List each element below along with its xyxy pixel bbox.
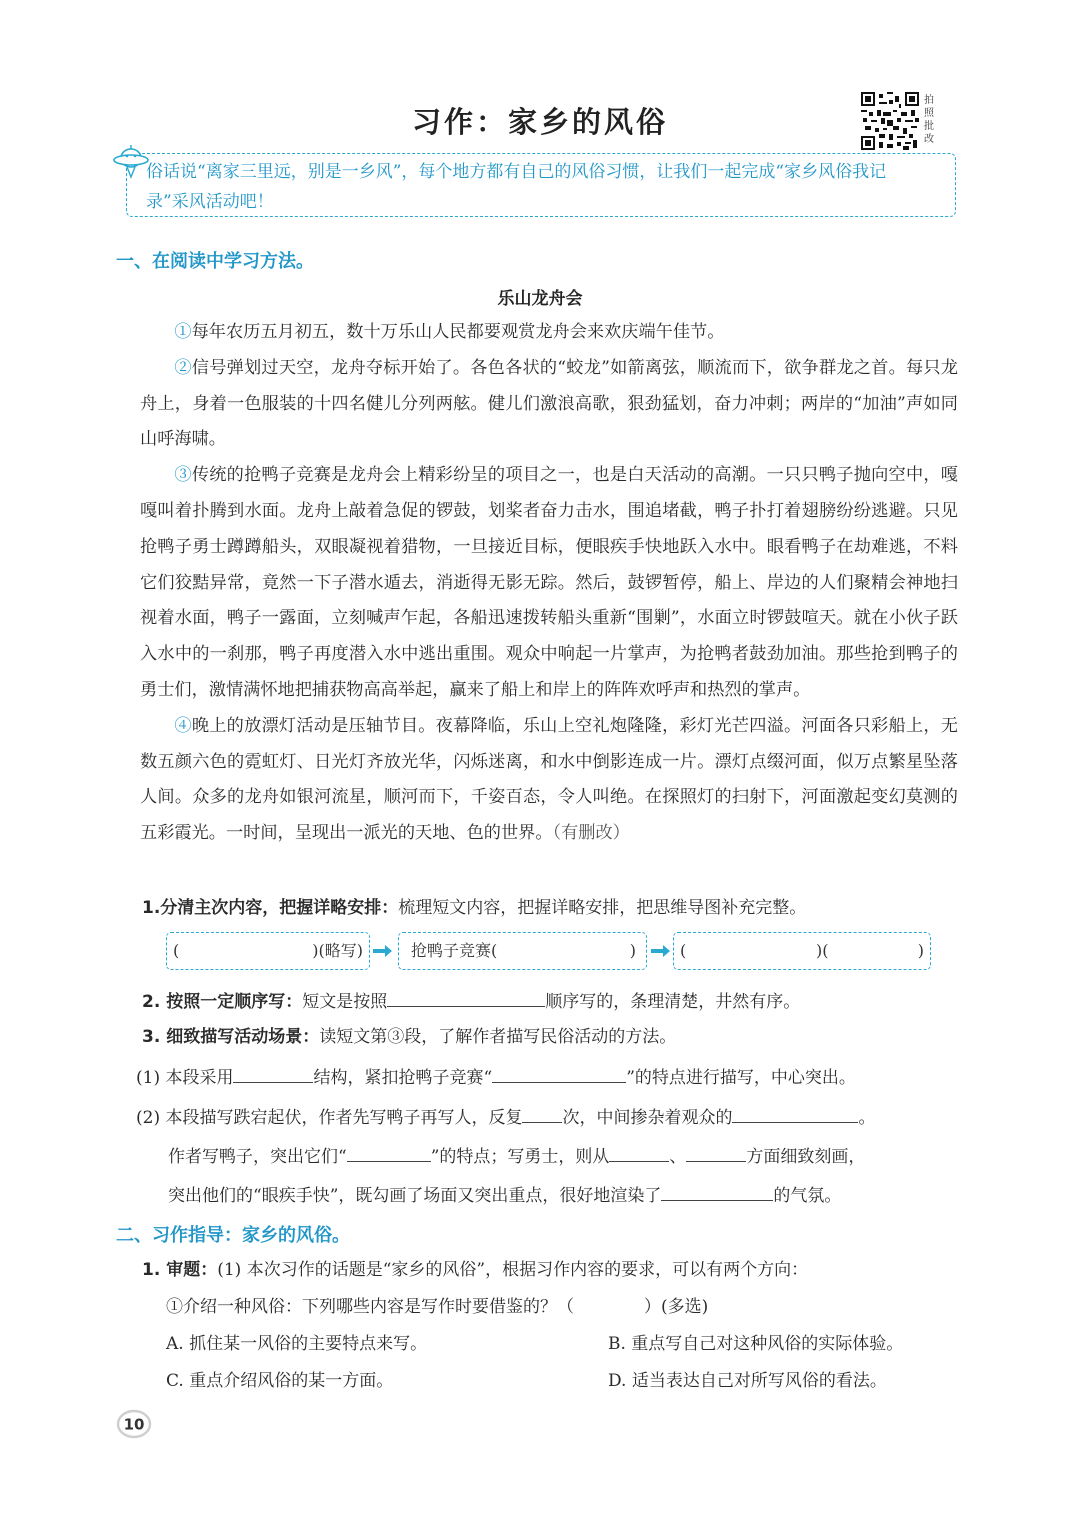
question-3-2-line-2 (168, 1143, 865, 1169)
mindmap-box-2-right: ) (629, 941, 636, 960)
paragraph-2 (140, 351, 958, 458)
page-number-badge (116, 1409, 152, 1439)
paragraph-number: ① (174, 322, 192, 342)
mindmap-box-1-middle: )(略写) (312, 941, 363, 960)
s2-question-1-label: 1. 审题： (142, 1260, 218, 1280)
answer-blank[interactable] (387, 988, 545, 1007)
question-2-text-b: 顺序写的，条理清楚，井然有序。 (545, 992, 801, 1012)
q3-2-text-c: 。 (858, 1108, 876, 1128)
answer-blank[interactable] (347, 1143, 431, 1162)
article-title: 乐山龙舟会 (497, 289, 583, 309)
q3-2-text-g: 方面细致刻画， (746, 1147, 866, 1167)
article-passage (140, 315, 958, 852)
section-1-heading: 一、在阅读中学习方法。 (116, 251, 314, 272)
question-2-text-a: 短文是按照 (302, 992, 388, 1012)
sub-question-1-text-b: ）(多选) (644, 1297, 709, 1317)
s2-question-1-text: (1) 本次习作的话题是“家乡的风俗”，根据习作内容的要求，可以有两个方向： (217, 1260, 809, 1280)
q3-1-text-b: 结构，紧扣抢鸭子竞赛“ (313, 1068, 493, 1088)
question-3-1 (136, 1064, 856, 1090)
question-3 (142, 1025, 676, 1049)
sub-question-1 (166, 1295, 708, 1319)
option-b[interactable]: B. 重点写自己对这种风俗的实际体验。 (608, 1334, 904, 1354)
question-2 (142, 988, 800, 1014)
option-a[interactable]: A. 抓住某一风俗的主要特点来写。 (166, 1334, 428, 1354)
paragraph-number: ④ (174, 715, 192, 736)
paragraph-text: 信号弹划过天空，龙舟夺标开始了。各色各状的“蛟龙”如箭离弦，顺流而下，欲争群龙之首。每只龙舟上，身着一色服装的十四名健儿分列两舷。健儿们激浪高歌，狠劲猛划，奋力冲刺；两岸的“加油”声如同山呼海啸。 (140, 357, 958, 450)
intro-line-1: 俗话说“离家三里远，别是一乡风”，每个地方都有自己的风俗习惯，让我们一起完成“家乡风俗我记 (146, 162, 887, 182)
answer-blank[interactable] (732, 1104, 858, 1123)
mindmap-box-1[interactable] (166, 932, 370, 970)
paragraph-text: 传统的抢鸭子竞赛是龙舟会上精彩纷呈的项目之一，也是白天活动的高潮。一只只鸭子抛向空中，嘎嘎叫着扑腾到水面。龙舟上敲着急促的锣鼓，划桨者奋力击水，围追堵截，鸭子扑打着翅膀纷纷逃避。只见抢鸭子勇士蹲蹲船头，双眼凝视着猎物，一旦接近目标，便眼疾手快地跃入水中。眼看鸭子在劫难逃，不料它们狡黠异常，竟然一下子潜水遁去，消逝得无影无踪。然后，鼓锣暂停，船上、岸边的人们聚精会神地扫视着水面，鸭子一露面，立刻喊声乍起，各船迅速拨转船头重新“围剿”，水面立时锣鼓喧天。就在小伙子跃入水中的一刹那，鸭子再度潜入水中逃出重围。观众中响起一片掌声，为抢鸭者鼓劲加油。那些抢到鸭子的勇士们，激情满怀地把捕获物高高举起，赢来了船上和岸上的阵阵欢呼声和热烈的掌声。 (140, 465, 958, 700)
question-1-label: 1.分清主次内容，把握详略安排： (142, 898, 399, 918)
arrow-right-icon (651, 944, 671, 958)
q3-2-text-b: 次，中间掺杂着观众的 (562, 1108, 733, 1128)
paragraph-text: 晚上的放漂灯活动是压轴节目。夜幕降临，乐山上空礼炮隆隆，彩灯光芒四溢。河面各只彩船上，无数五颜六色的霓虹灯、日光灯齐放光华，闪烁迷离，和水中倒影连成一片。漂灯点缀河面，似万点繁星坠落人间。众多的龙舟如银河流星，顺河而下，千姿百态，令人叫绝。在探照灯的扫射下，河面激起变幻莫测的五彩霞光。一时间，呈现出一派光的天地、色的世界。 (140, 715, 958, 844)
q3-2-text-d: 作者写鸭子，突出它们“ (168, 1147, 347, 1167)
answer-blank[interactable] (609, 1143, 669, 1162)
mindmap-box-1-left: ( (173, 941, 180, 960)
intro-line-2: 录”采风活动吧！ (146, 192, 274, 212)
arrow-right-icon (373, 944, 393, 958)
answer-blank[interactable] (661, 1182, 773, 1201)
paragraph-number: ② (174, 357, 192, 378)
source-note: （有删改） (552, 823, 630, 844)
paragraph-1 (140, 315, 958, 351)
question-3-text: 读短文第③段，了解作者描写民俗活动的方法。 (319, 1027, 677, 1047)
mindmap-box-3-middle: )( (816, 941, 829, 960)
q3-1-text-a: (1) 本段采用 (136, 1068, 234, 1088)
q3-1-text-c: ”的特点进行描写，中心突出。 (626, 1068, 856, 1088)
q3-2-text-f: 、 (669, 1147, 687, 1167)
mindmap-box-2-left: 抢鸭子竞赛( (411, 941, 498, 960)
paragraph-3 (140, 458, 958, 709)
q3-2-text-i: 的气氛。 (773, 1186, 842, 1206)
answer-blank[interactable] (233, 1064, 313, 1083)
paragraph-number: ③ (174, 465, 192, 486)
sub-question-1-text-a: ①介绍一种风俗：下列哪些内容是写作时要借鉴的？（ (166, 1297, 574, 1317)
section-2-heading: 二、习作指导：家乡的风俗。 (116, 1225, 350, 1246)
page-number: 10 (123, 1415, 145, 1434)
mascot-icon (112, 144, 150, 180)
question-3-label: 3. 细致描写活动场景： (142, 1027, 320, 1047)
mindmap-box-3-left: ( (680, 941, 687, 960)
paragraph-4 (140, 709, 958, 852)
mindmap-box-2[interactable] (398, 932, 647, 970)
question-1-text: 梳理短文内容，把握详略安排，把思维导图补充完整。 (398, 898, 807, 918)
question-1 (142, 896, 806, 920)
qr-code-icon[interactable] (861, 92, 919, 150)
paragraph-text: 每年农历五月初五，数十万乐山人民都要观赏龙舟会来欢庆端午佳节。 (191, 322, 725, 342)
mindmap-box-3[interactable] (673, 932, 931, 970)
answer-blank[interactable] (686, 1143, 746, 1162)
question-3-2 (136, 1104, 875, 1130)
answer-blank[interactable] (492, 1064, 626, 1083)
question-3-2-line-3 (168, 1182, 841, 1208)
page-title: 习作：家乡的风俗 (411, 105, 668, 139)
section-2-question-1 (142, 1258, 808, 1282)
q3-2-text-a: (2) 本段描写跌宕起伏，作者先写鸭子再写人，反复 (136, 1108, 523, 1128)
intro-text (146, 157, 946, 217)
option-c[interactable]: C. 重点介绍风俗的某一方面。 (166, 1371, 394, 1391)
mindmap-box-3-right: ) (917, 941, 924, 960)
question-2-label: 2. 按照一定顺序写： (142, 992, 303, 1012)
answer-blank[interactable] (522, 1104, 562, 1123)
qr-caption: 拍照批改 (924, 95, 934, 145)
q3-2-text-e: ”的特点；写勇士，则从 (430, 1147, 610, 1167)
option-d[interactable]: D. 适当表达自己对所写风俗的看法。 (608, 1371, 887, 1391)
q3-2-text-h: 突出他们的“眼疾手快”，既勾画了场面又突出重点，很好地渲染了 (168, 1186, 662, 1206)
